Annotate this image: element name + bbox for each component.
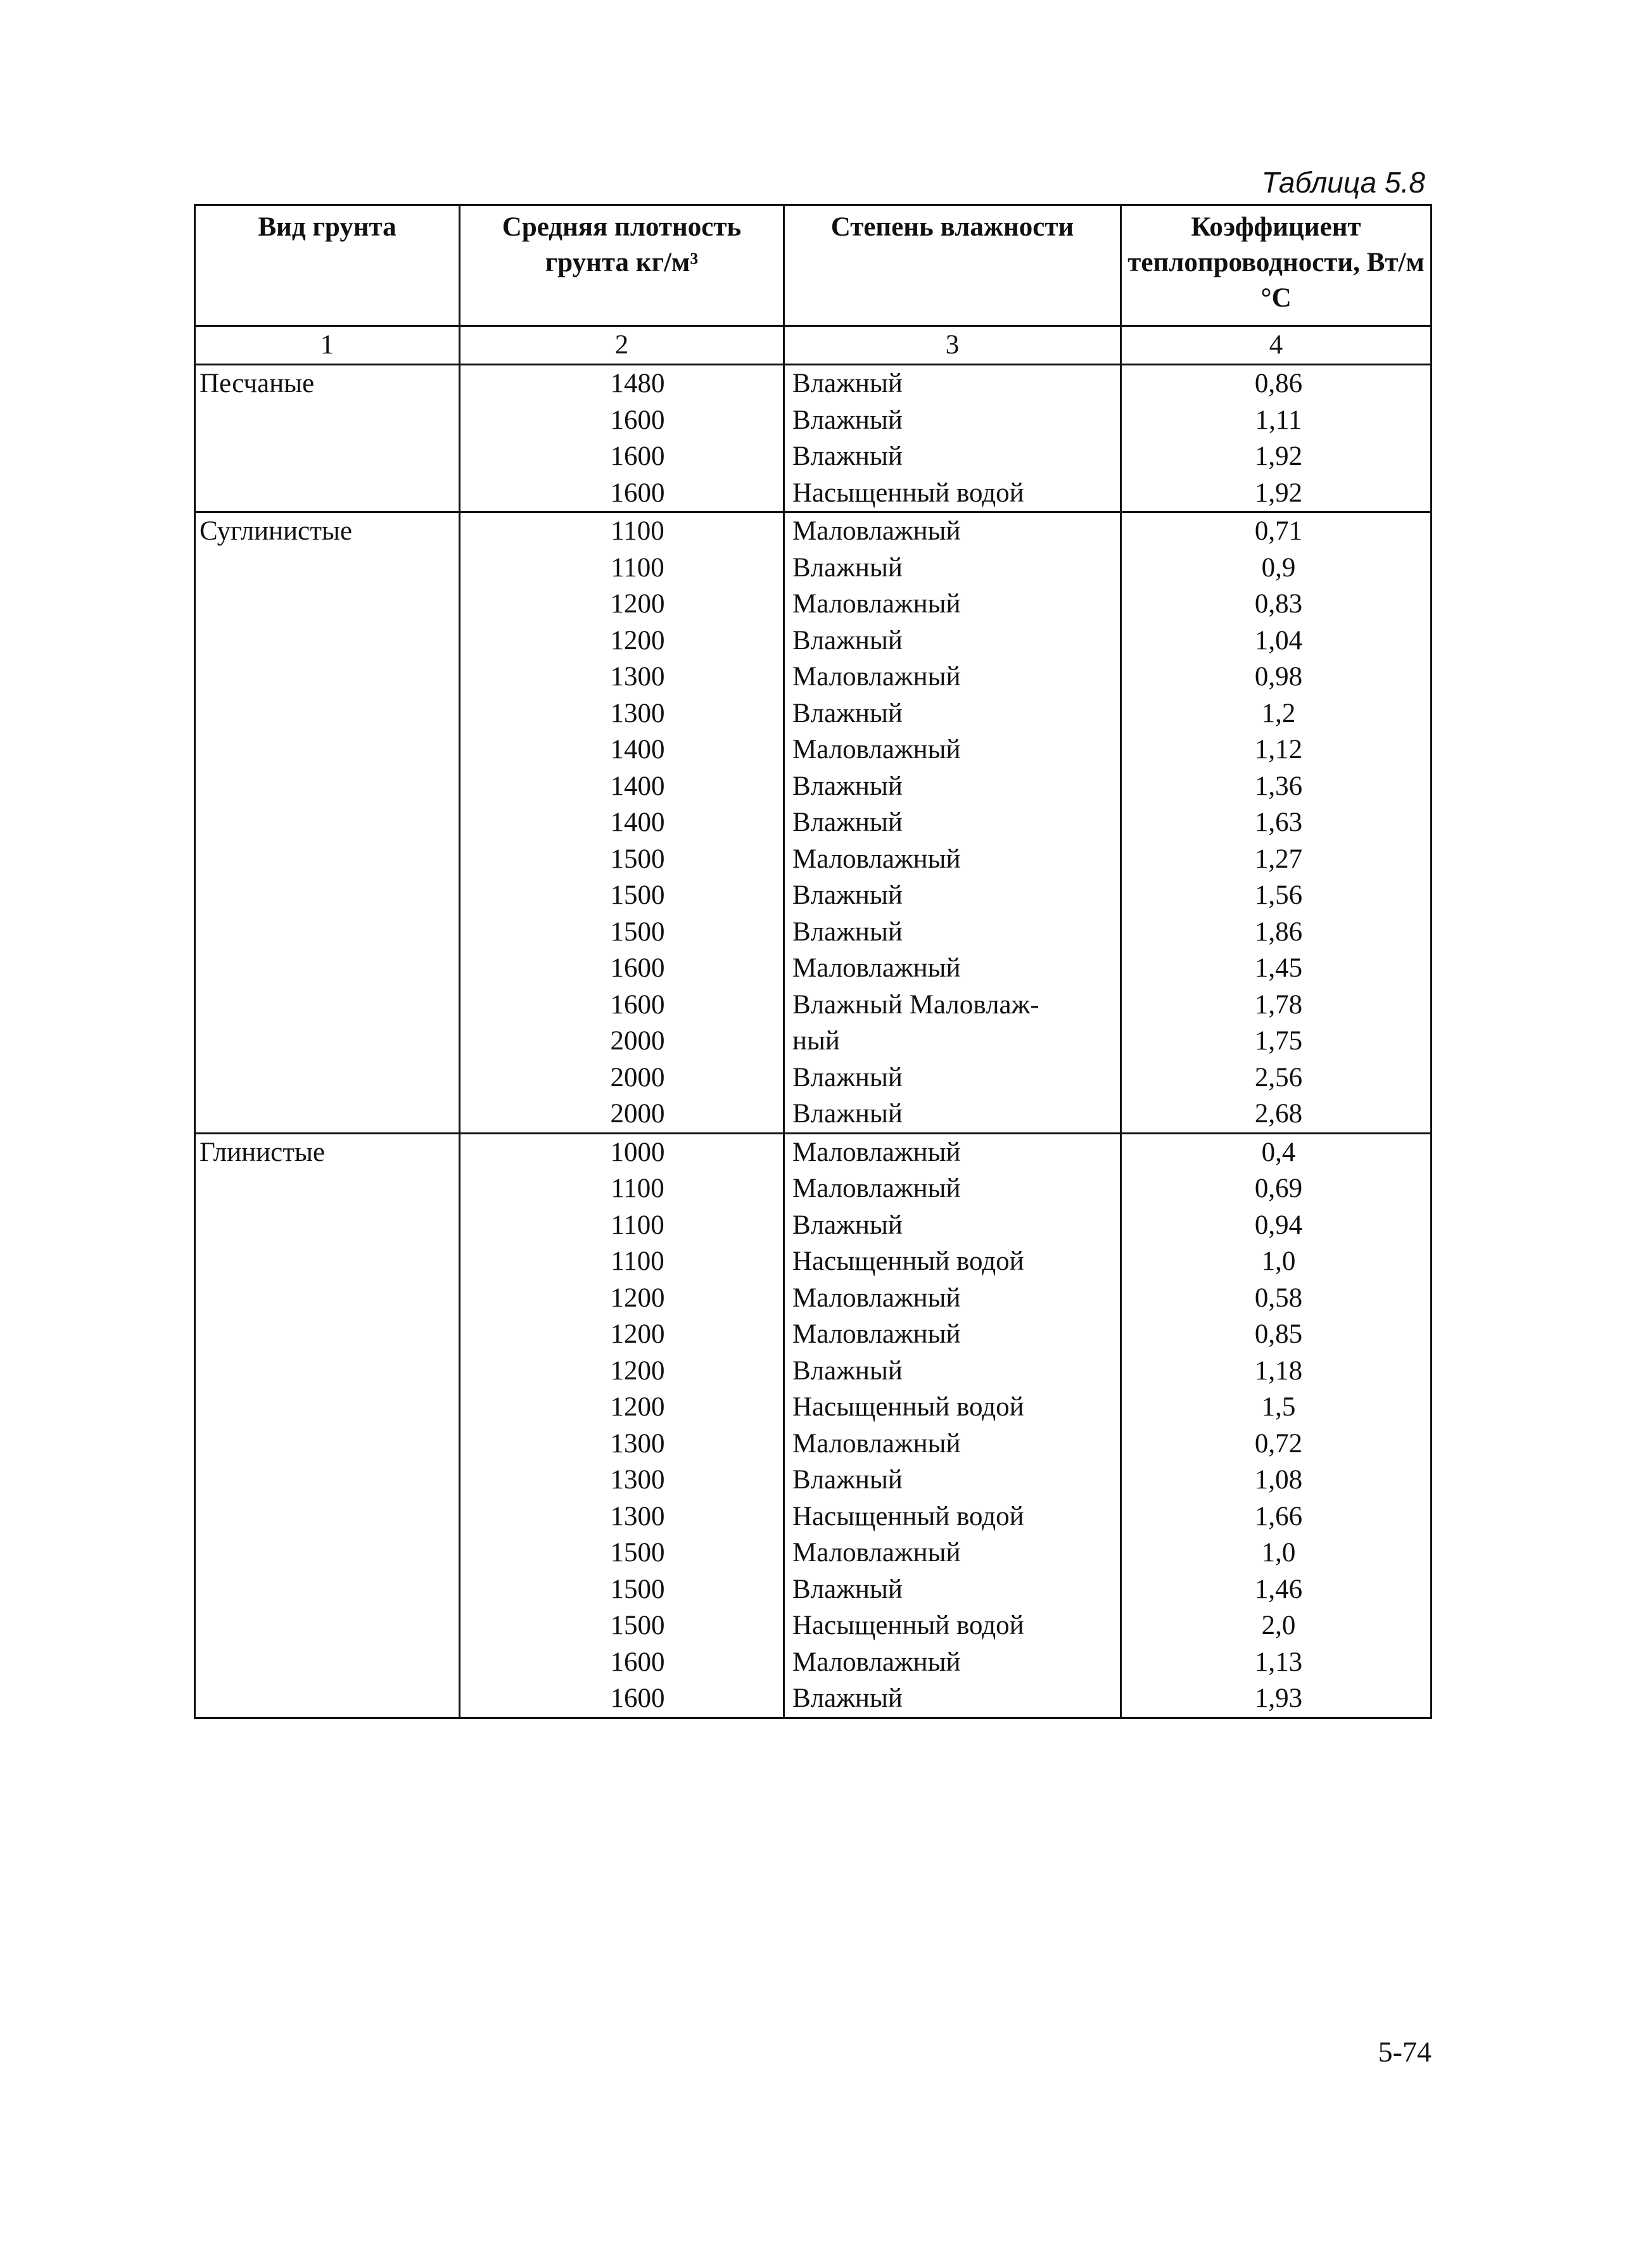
density-cell: 1100: [460, 550, 784, 586]
soil-type-cell: [195, 1389, 460, 1426]
table-row: [195, 1060, 1432, 1096]
soil-type-cell: [195, 950, 460, 987]
table-row: [195, 1133, 1432, 1170]
table-row: [195, 1280, 1432, 1317]
density-cell: 1200: [460, 1280, 784, 1317]
moisture-cell: Маловлажный: [784, 841, 1121, 878]
table-row: [195, 1644, 1432, 1681]
coefficient-cell: 1,92: [1121, 438, 1432, 475]
moisture-cell: Маловлажный: [784, 1535, 1121, 1571]
table-row: [195, 1170, 1432, 1207]
coefficient-cell: 1,93: [1121, 1680, 1432, 1718]
moisture-cell: Насыщенный водой: [784, 475, 1121, 512]
moisture-cell: Маловлажный: [784, 512, 1121, 550]
density-cell: 1400: [460, 732, 784, 768]
coefficient-cell: 0,69: [1121, 1170, 1432, 1207]
column-number: 4: [1121, 326, 1432, 365]
soil-type-cell: [195, 438, 460, 475]
density-cell: 1400: [460, 804, 784, 841]
density-cell: 1500: [460, 1607, 784, 1644]
soil-type-cell: [195, 804, 460, 841]
moisture-cell: Влажный: [784, 1060, 1121, 1096]
table-row: [195, 438, 1432, 475]
table-row: [195, 1571, 1432, 1608]
density-cell: 1500: [460, 877, 784, 914]
density-cell: 1500: [460, 1535, 784, 1571]
density-cell: 1500: [460, 1571, 784, 1608]
table-row: [195, 1316, 1432, 1353]
table-row: [195, 1243, 1432, 1280]
header-density: Средняя плотность грунта кг/м³: [460, 205, 784, 326]
table-row: [195, 1535, 1432, 1571]
soil-type-cell: [195, 1498, 460, 1535]
density-cell: 1300: [460, 1462, 784, 1498]
moisture-cell: Влажный: [784, 402, 1121, 439]
table-row: [195, 1389, 1432, 1426]
density-cell: 1200: [460, 623, 784, 659]
moisture-cell: Насыщенный водой: [784, 1498, 1121, 1535]
coefficient-cell: 1,13: [1121, 1644, 1432, 1681]
soil-type-cell: [195, 914, 460, 951]
coefficient-cell: 1,12: [1121, 732, 1432, 768]
soil-type-cell: [195, 1535, 460, 1571]
moisture-cell: Маловлажный: [784, 1280, 1121, 1317]
table-row: [195, 512, 1432, 550]
soil-type-cell: [195, 402, 460, 439]
table-row: [195, 1607, 1432, 1644]
coefficient-cell: 0,72: [1121, 1426, 1432, 1462]
soil-type-cell: [195, 732, 460, 768]
moisture-cell: Влажный: [784, 550, 1121, 586]
table-row: [195, 695, 1432, 732]
soil-type-cell: [195, 550, 460, 586]
coefficient-cell: 0,9: [1121, 550, 1432, 586]
soil-type-cell: [195, 623, 460, 659]
coefficient-cell: 0,85: [1121, 1316, 1432, 1353]
coefficient-cell: 1,0: [1121, 1535, 1432, 1571]
coefficient-cell: 0,71: [1121, 512, 1432, 550]
soil-type-cell: [195, 1426, 460, 1462]
soil-type-cell: [195, 1060, 460, 1096]
moisture-cell: Маловлажный: [784, 732, 1121, 768]
coefficient-cell: 1,45: [1121, 950, 1432, 987]
soil-type-cell: [195, 1571, 460, 1608]
soil-type-cell: [195, 1243, 460, 1280]
soil-type-cell: [195, 1023, 460, 1060]
coefficient-cell: 1,5: [1121, 1389, 1432, 1426]
soil-type-cell: [195, 1680, 460, 1718]
density-cell: 1600: [460, 1644, 784, 1681]
coefficient-cell: 1,36: [1121, 768, 1432, 805]
table-row: [195, 586, 1432, 623]
moisture-cell: Маловлажный: [784, 1133, 1121, 1170]
moisture-cell: Маловлажный: [784, 1316, 1121, 1353]
coefficient-cell: 2,68: [1121, 1096, 1432, 1133]
coefficient-cell: 1,04: [1121, 623, 1432, 659]
density-cell: 1300: [460, 1426, 784, 1462]
density-cell: 1600: [460, 475, 784, 512]
coefficient-cell: 1,46: [1121, 1571, 1432, 1608]
soil-type-cell: [195, 768, 460, 805]
column-number: 1: [195, 326, 460, 365]
table-row: [195, 1207, 1432, 1244]
table-row: [195, 475, 1432, 512]
soil-type-cell: [195, 1316, 460, 1353]
soil-type-cell: [195, 475, 460, 512]
moisture-cell: Насыщенный водой: [784, 1243, 1121, 1280]
coefficient-cell: 1,0: [1121, 1243, 1432, 1280]
coefficient-cell: 0,94: [1121, 1207, 1432, 1244]
coefficient-cell: 1,2: [1121, 695, 1432, 732]
soil-type-cell: [195, 1280, 460, 1317]
table-row: [195, 1353, 1432, 1390]
coefficient-cell: 1,63: [1121, 804, 1432, 841]
coefficient-cell: 1,08: [1121, 1462, 1432, 1498]
density-cell: 1200: [460, 1316, 784, 1353]
table-row: [195, 804, 1432, 841]
table-row: [195, 1023, 1432, 1060]
table-row: [195, 1498, 1432, 1535]
moisture-cell: Маловлажный: [784, 586, 1121, 623]
table-row: [195, 1680, 1432, 1718]
moisture-cell: Влажный: [784, 768, 1121, 805]
moisture-cell: Маловлажный: [784, 659, 1121, 695]
soil-type-cell: [195, 1644, 460, 1681]
moisture-cell: Влажный: [784, 877, 1121, 914]
table-row: [195, 659, 1432, 695]
table-row: [195, 1096, 1432, 1133]
soil-type-cell: [195, 987, 460, 1023]
table-row: [195, 987, 1432, 1023]
header-soil-type: Вид грунта: [195, 205, 460, 326]
moisture-cell: Маловлажный: [784, 1170, 1121, 1207]
moisture-cell: Маловлажный: [784, 1644, 1121, 1681]
table-row: [195, 877, 1432, 914]
coefficient-cell: 0,83: [1121, 586, 1432, 623]
coefficient-cell: 1,66: [1121, 1498, 1432, 1535]
density-cell: 1200: [460, 1389, 784, 1426]
column-number: 2: [460, 326, 784, 365]
coefficient-cell: 2,0: [1121, 1607, 1432, 1644]
density-cell: 1480: [460, 365, 784, 402]
density-cell: 1400: [460, 768, 784, 805]
soil-type-cell: [195, 659, 460, 695]
soil-type-cell: [195, 695, 460, 732]
density-cell: 2000: [460, 1060, 784, 1096]
moisture-cell: Насыщенный водой: [784, 1389, 1121, 1426]
moisture-cell: Влажный: [784, 1207, 1121, 1244]
coefficient-cell: 1,86: [1121, 914, 1432, 951]
density-cell: 1300: [460, 695, 784, 732]
density-cell: 1600: [460, 438, 784, 475]
moisture-cell: Влажный: [784, 438, 1121, 475]
density-cell: 1600: [460, 1680, 784, 1718]
density-cell: 1100: [460, 1170, 784, 1207]
coefficient-cell: 0,4: [1121, 1133, 1432, 1170]
coefficient-cell: 1,56: [1121, 877, 1432, 914]
soil-type-cell: Суглинистые: [195, 512, 460, 550]
soil-type-cell: [195, 877, 460, 914]
moisture-cell: Влажный: [784, 365, 1121, 402]
table-row: [195, 914, 1432, 951]
moisture-cell: Маловлажный: [784, 1426, 1121, 1462]
thermal-conductivity-table: [194, 204, 1432, 1719]
table-body: [195, 365, 1432, 1718]
soil-type-cell: [195, 1207, 460, 1244]
density-cell: 1500: [460, 841, 784, 878]
moisture-cell: ный: [784, 1023, 1121, 1060]
density-cell: 1300: [460, 659, 784, 695]
table-row: [195, 550, 1432, 586]
coefficient-cell: 0,98: [1121, 659, 1432, 695]
density-cell: 1000: [460, 1133, 784, 1170]
moisture-cell: Влажный Маловлаж-: [784, 987, 1121, 1023]
table-row: [195, 841, 1432, 878]
coefficient-cell: 1,11: [1121, 402, 1432, 439]
coefficient-cell: 1,27: [1121, 841, 1432, 878]
coefficient-cell: 2,56: [1121, 1060, 1432, 1096]
coefficient-cell: 1,75: [1121, 1023, 1432, 1060]
moisture-cell: Влажный: [784, 804, 1121, 841]
moisture-cell: Влажный: [784, 1462, 1121, 1498]
moisture-cell: Влажный: [784, 1096, 1121, 1133]
soil-type-cell: [195, 1462, 460, 1498]
soil-type-cell: Глинистые: [195, 1133, 460, 1170]
column-number-row: [195, 326, 1432, 365]
table-caption: Таблица 5.8: [1261, 166, 1425, 199]
table-header-row: [195, 205, 1432, 326]
density-cell: 2000: [460, 1096, 784, 1133]
table-row: [195, 623, 1432, 659]
density-cell: 1600: [460, 987, 784, 1023]
table-row: [195, 950, 1432, 987]
header-moisture: Степень влажности: [784, 205, 1121, 326]
header-coefficient: Коэффициент теплопроводности, Вт/м °С: [1121, 205, 1432, 326]
moisture-cell: Влажный: [784, 1353, 1121, 1390]
density-cell: 1200: [460, 1353, 784, 1390]
table-row: [195, 365, 1432, 402]
density-cell: 1500: [460, 914, 784, 951]
coefficient-cell: 0,58: [1121, 1280, 1432, 1317]
density-cell: 1600: [460, 402, 784, 439]
density-cell: 1100: [460, 1207, 784, 1244]
moisture-cell: Насыщенный водой: [784, 1607, 1121, 1644]
page-number: 5-74: [1378, 2036, 1432, 2068]
density-cell: 1200: [460, 586, 784, 623]
density-cell: 1100: [460, 512, 784, 550]
moisture-cell: Влажный: [784, 914, 1121, 951]
soil-type-cell: [195, 1353, 460, 1390]
moisture-cell: Маловлажный: [784, 950, 1121, 987]
soil-type-cell: [195, 1170, 460, 1207]
soil-type-cell: [195, 586, 460, 623]
density-cell: 2000: [460, 1023, 784, 1060]
moisture-cell: Влажный: [784, 1680, 1121, 1718]
density-cell: 1100: [460, 1243, 784, 1280]
soil-type-cell: Песчаные: [195, 365, 460, 402]
column-number: 3: [784, 326, 1121, 365]
table-row: [195, 732, 1432, 768]
coefficient-cell: 0,86: [1121, 365, 1432, 402]
soil-type-cell: [195, 841, 460, 878]
soil-type-cell: [195, 1096, 460, 1133]
density-cell: 1600: [460, 950, 784, 987]
coefficient-cell: 1,18: [1121, 1353, 1432, 1390]
soil-type-cell: [195, 1607, 460, 1644]
coefficient-cell: 1,92: [1121, 475, 1432, 512]
density-cell: 1300: [460, 1498, 784, 1535]
moisture-cell: Влажный: [784, 695, 1121, 732]
table-row: [195, 1462, 1432, 1498]
moisture-cell: Влажный: [784, 1571, 1121, 1608]
table-row: [195, 768, 1432, 805]
table-row: [195, 1426, 1432, 1462]
table-row: [195, 402, 1432, 439]
moisture-cell: Влажный: [784, 623, 1121, 659]
coefficient-cell: 1,78: [1121, 987, 1432, 1023]
